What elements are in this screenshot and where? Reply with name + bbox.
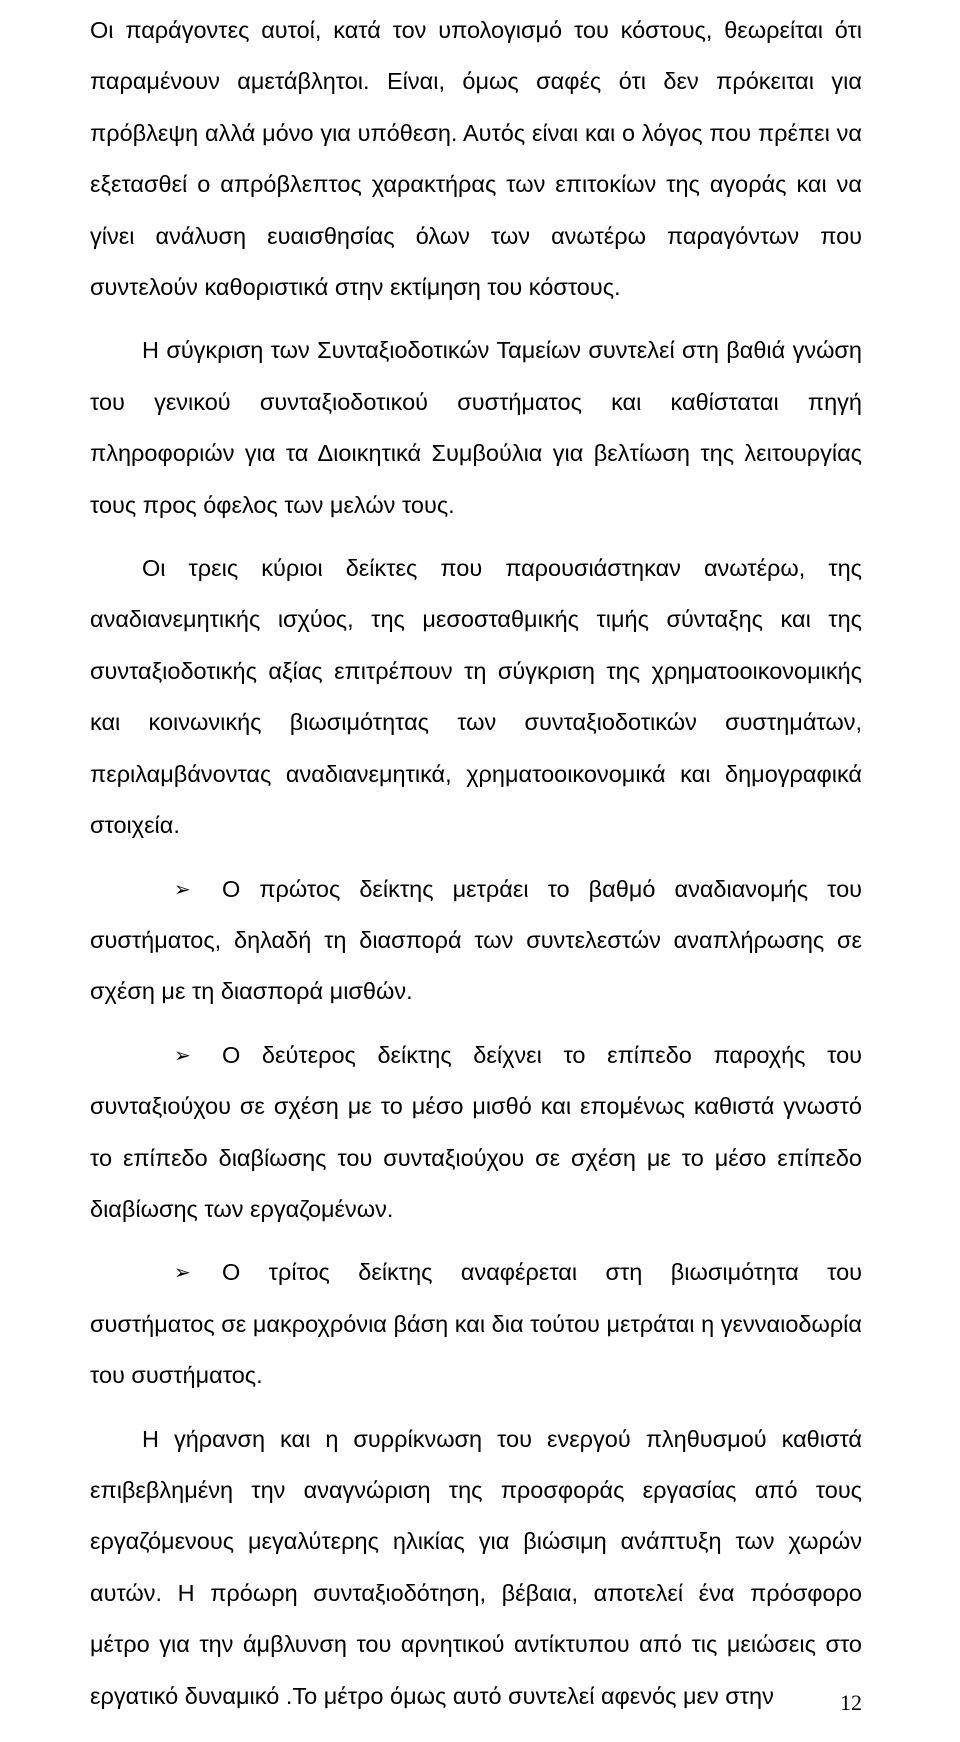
paragraph-three-indicators: Οι τρεις κύριοι δείκτες που παρουσιάστηκαν ανωτέρω, της αναδιανεμητικής ισχύος, της μεσοσταθμικής τιμής σύνταξης και της συνταξιοδοτικής αξίας επιτρέπουν τη σύγκριση της χρηματοοικονομικής και κοινωνικής βιωσιμότητας των συνταξιοδοτικών συστημάτων, περιλαμβάνοντας αναδιανεμητικά, χρηματοοικονομικά και δημογραφικά στοιχεία.: [90, 555, 862, 839]
page-number: 12: [840, 1690, 862, 1715]
arrowhead-bullet-icon: ➢: [174, 876, 191, 901]
bullet-text: Ο δεύτερος δείκτης δείχνει το επίπεδο παροχής του συνταξιούχου σε σχέση με το μέσο μισθό και επομένως καθιστά γνωστό το επίπεδο διαβίωσης του συνταξιούχου σε σχέση με το μέσο επίπεδο διαβίωσης των εργαζομένων.: [90, 1041, 862, 1222]
bullet-item-first-indicator: [90, 864, 862, 1018]
bullet-text: Ο πρώτος δείκτης μετράει το βαθμό αναδιανομής του συστήματος, δηλαδή τη διασπορά των συντελεστών αναπλήρωσης σε σχέση με τη διασπορά μισθών.: [90, 875, 862, 1005]
bullet-text: Ο τρίτος δείκτης αναφέρεται στη βιωσιμότητα του συστήματος σε μακροχρόνια βάση και δια τούτου μετράται η γενναιοδωρία του συστήματος.: [90, 1259, 862, 1389]
bullet-item-second-indicator: [90, 1030, 862, 1236]
bullet-item-third-indicator: [90, 1247, 862, 1401]
arrowhead-bullet-icon: ➢: [174, 1260, 191, 1285]
paragraph-cost-factors: Οι παράγοντες αυτοί, κατά τον υπολογισμό του κόστους, θεωρείται ότι παραμένουν αμετάβλητοι. Είναι, όμως σαφές ότι δεν πρόκειται για πρόβλεψη αλλά μόνο για υπόθεση. Αυτός είναι και ο λόγος που πρέπει να εξετασθεί ο απρόβλεπτος χαρακτήρας των επιτοκίων της αγοράς και να γίνει ανάλυση ευαισθησίας όλων των ανωτέρω παραγόντων που συντελούν καθοριστικά στην εκτίμηση του κόστους.: [90, 17, 862, 301]
paragraph-pension-fund-comparison: Η σύγκριση των Συνταξιοδοτικών Ταμείων συντελεί στη βαθιά γνώση του γενικού συνταξιοδοτικού συστήματος και καθίσταται πηγή πληροφοριών για τα Διοικητικά Συμβούλια για βελτίωση της λειτουργίας τους προς όφελος των μελών τους.: [90, 337, 862, 518]
arrowhead-bullet-icon: ➢: [174, 1042, 191, 1067]
paragraph-population-ageing: Η γήρανση και η συρρίκνωση του ενεργού πληθυσμού καθιστά επιβεβλημένη την αναγνώριση της προσφοράς εργασίας από τους εργαζόμενους μεγαλύτερης ηλικίας για βιώσιμη ανάπτυξη των χωρών αυτών. Η πρόωρη συνταξιοδότηση, βέβαια, αποτελεί ένα πρόσφορο μέτρο για την άμβλυνση του αρνητικού αντίκτυπου από τις μειώσεις στο εργατικό δυναμικό .Το μέτρο όμως αυτό συντελεί αφενός μεν στην: [90, 1425, 862, 1709]
